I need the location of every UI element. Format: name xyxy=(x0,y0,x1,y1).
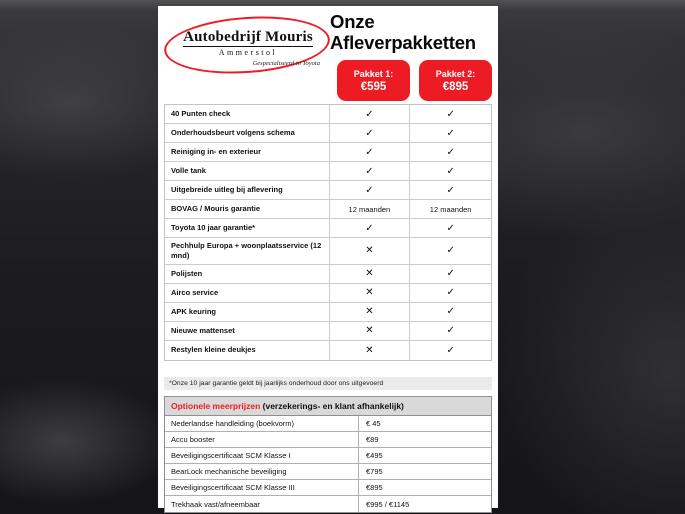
feature-row xyxy=(165,143,491,162)
pakket1-value: ✕ xyxy=(330,341,411,360)
pakket1-value: ✕ xyxy=(330,322,411,340)
features-table xyxy=(164,104,492,361)
feature-label: Volle tank xyxy=(165,162,330,180)
pakket2-value: ✓ xyxy=(446,184,455,196)
option-price: €895 xyxy=(366,483,383,492)
pakket2-value: ✓ xyxy=(446,165,455,177)
option-price: €795 xyxy=(366,467,383,476)
pakket2-value: ✓ xyxy=(446,325,455,336)
pakket1-value: ✕ xyxy=(330,265,411,283)
pakket2-value: ✓ xyxy=(446,268,455,279)
options-header-rest: (verzekerings- en klant afhankelijk) xyxy=(260,401,404,411)
flyer-panel xyxy=(158,6,498,508)
feature-row xyxy=(165,303,491,322)
option-label: Trekhaak vast/afneembaar xyxy=(165,496,359,512)
options-header xyxy=(165,397,491,416)
pakket1-value: ✓ xyxy=(330,124,411,142)
dealer-logo xyxy=(166,14,330,88)
feature-row xyxy=(165,219,491,238)
feature-label: APK keuring xyxy=(165,303,330,321)
pakket1-value: ✓ xyxy=(330,181,411,199)
pakket2-value: 12 maanden xyxy=(429,204,472,214)
option-row xyxy=(165,416,491,432)
option-label: Beveiligingscertificaat SCM Klasse III xyxy=(165,480,359,495)
dealer-city: Ammerstol xyxy=(218,48,278,57)
pakket1-value: ✓ xyxy=(330,219,411,237)
pakket1-value: ✓ xyxy=(330,162,411,180)
feature-label: Nieuwe mattenset xyxy=(165,322,330,340)
option-price: €89 xyxy=(366,435,379,444)
dealer-name xyxy=(166,29,330,46)
feature-label: Reiniging in- en exterieur xyxy=(165,143,330,161)
feature-label: Polijsten xyxy=(165,265,330,283)
pakket2-value: ✓ xyxy=(446,222,455,234)
options-rows xyxy=(165,416,491,512)
option-row xyxy=(165,480,491,496)
option-row xyxy=(165,432,491,448)
page-title-line1: Onze xyxy=(330,11,375,32)
feature-row xyxy=(165,238,491,265)
option-price: €495 xyxy=(366,451,383,460)
package-badge-1 xyxy=(337,60,410,101)
pakket1-value: ✕ xyxy=(330,284,411,302)
option-price: € 45 xyxy=(366,419,381,428)
pakket2-value: ✓ xyxy=(446,127,455,139)
feature-label: Uitgebreide uitleg bij aflevering xyxy=(165,181,330,199)
feature-label: Airco service xyxy=(165,284,330,302)
page-title xyxy=(330,11,476,53)
pakket2-value: ✓ xyxy=(446,306,455,317)
feature-row xyxy=(165,284,491,303)
feature-row xyxy=(165,322,491,341)
feature-row xyxy=(165,341,491,360)
page-title-line2: Afleverpakketten xyxy=(330,32,476,54)
options-header-red: Optionele meerprijzen xyxy=(171,401,261,411)
pakket2-value: ✓ xyxy=(446,287,455,298)
pakket1-value: ✕ xyxy=(330,303,411,321)
feature-row xyxy=(165,105,491,124)
pakket2-value: ✓ xyxy=(446,146,455,158)
dealer-tagline: Gespecialiseerd in Toyota xyxy=(252,60,320,67)
package-badge-2 xyxy=(419,60,492,101)
option-row xyxy=(165,496,491,512)
option-label: Beveiligingscertificaat SCM Klasse I xyxy=(165,448,359,463)
package-badges xyxy=(337,60,492,101)
feature-label: Onderhoudsbeurt volgens schema xyxy=(165,124,330,142)
feature-row xyxy=(165,124,491,143)
pakket1-value: 12 maanden xyxy=(330,200,411,218)
option-label: Accu booster xyxy=(165,432,359,447)
option-row xyxy=(165,448,491,464)
pakket2-value: ✓ xyxy=(446,108,455,120)
option-label: Nederlandse handleiding (boekvorm) xyxy=(165,416,359,431)
feature-label: Restylen kleine deukjes xyxy=(165,341,330,360)
footnote: *Onze 10 jaar garantie geldt bij jaarlijks onderhoud door ons uitgevoerd xyxy=(164,377,492,390)
package-1-label: Pakket 1: xyxy=(353,68,394,79)
options-table xyxy=(164,396,492,513)
option-price: €995 / €1145 xyxy=(366,499,410,509)
option-label: BearLock mechanische beveiliging xyxy=(165,464,359,479)
package-1-price: €595 xyxy=(360,80,387,93)
package-2-price: €895 xyxy=(442,80,469,93)
feature-label: 40 Punten check xyxy=(165,105,330,123)
feature-row xyxy=(165,200,491,219)
pakket1-value: ✓ xyxy=(330,143,411,161)
feature-row xyxy=(165,181,491,200)
pakket2-value: ✓ xyxy=(446,344,455,356)
pakket1-value: ✕ xyxy=(330,238,411,264)
dealer-name-text: Autobedrijf Mouris xyxy=(183,29,313,45)
feature-label: Pechhulp Europa + woonplaatsservice (12 mnd) xyxy=(165,238,330,264)
option-row xyxy=(165,464,491,480)
feature-label: BOVAG / Mouris garantie xyxy=(165,200,330,218)
feature-label: Toyota 10 jaar garantie* xyxy=(165,219,330,237)
feature-row xyxy=(165,162,491,181)
pakket1-value: ✓ xyxy=(330,105,411,123)
feature-row xyxy=(165,265,491,284)
pakket2-value: ✓ xyxy=(446,245,455,257)
package-2-label: Pakket 2: xyxy=(435,68,476,79)
